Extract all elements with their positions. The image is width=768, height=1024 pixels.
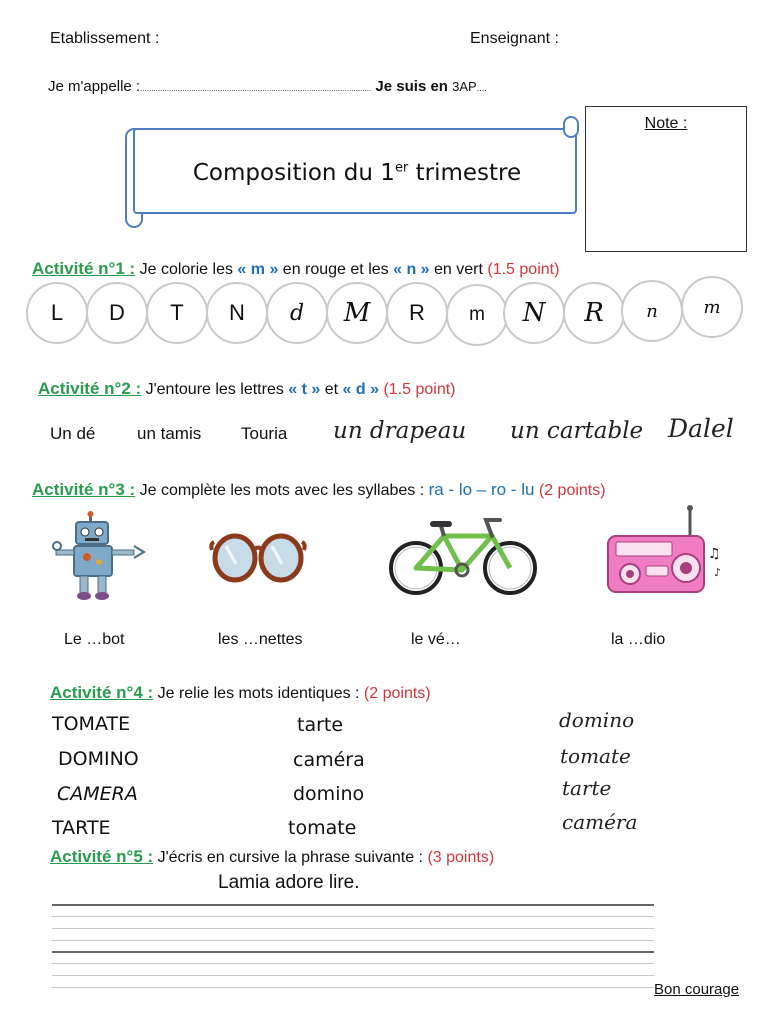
bon-courage: Bon courage — [654, 981, 740, 998]
match-word[interactable]: domino — [293, 783, 365, 805]
activite3-heading: Activité n°3 : Je complète les mots avec les syllabes : ra - lo – ro - lu (2 points) — [32, 480, 606, 499]
activite2-heading: Activité n°2 : J'entoure les lettres « t » et « d » (1.5 point) — [38, 379, 456, 398]
match-word[interactable]: caméra — [293, 749, 365, 771]
activite3-label: Activité n°3 : — [32, 480, 136, 499]
writing-line[interactable] — [52, 951, 654, 953]
word[interactable]: Touria — [241, 424, 288, 443]
letter-circle[interactable]: R — [386, 282, 448, 344]
match-word[interactable]: TARTE — [52, 817, 111, 839]
bicycle-illustration — [386, 512, 542, 596]
page-title: Composition du 1er trimestre — [192, 160, 522, 186]
cursive-word[interactable]: un drapeau — [333, 418, 467, 444]
activite5-label: Activité n°5 : — [50, 847, 154, 866]
syllable-caption: la …dio — [611, 631, 666, 648]
match-word-cursive[interactable]: caméra — [562, 810, 638, 834]
writing-line — [52, 987, 654, 988]
enseignant-label: Enseignant : — [470, 30, 559, 47]
name-line — [48, 78, 487, 95]
suis-label: Je suis en — [375, 78, 448, 95]
letter-circle[interactable]: M — [326, 282, 388, 344]
sentence-to-copy: Lamia adore lire. — [218, 872, 360, 893]
writing-line — [52, 928, 654, 929]
svg-text:♪: ♪ — [714, 566, 722, 579]
class-dots: .... — [476, 83, 487, 93]
letter-circle[interactable]: T — [146, 282, 208, 344]
letter-circle[interactable]: D — [86, 282, 148, 344]
match-word[interactable]: tomate — [288, 817, 357, 839]
match-word[interactable]: CAMERA — [57, 783, 138, 805]
title-banner — [133, 128, 577, 214]
writing-line — [52, 916, 654, 917]
letter-circle[interactable]: d — [266, 282, 328, 344]
glasses-illustration — [208, 530, 308, 586]
letter-circle[interactable]: n — [621, 280, 683, 342]
match-word[interactable]: TOMATE — [52, 713, 131, 735]
syllable-caption: le vé… — [411, 631, 461, 648]
match-word[interactable]: DOMINO — [58, 748, 139, 770]
activite4-label: Activité n°4 : — [50, 683, 154, 702]
note-label: Note : — [644, 115, 688, 132]
radio-illustration — [604, 504, 724, 596]
writing-line — [52, 975, 654, 976]
syllable-caption: les …nettes — [218, 631, 303, 648]
activite4-heading: Activité n°4 : Je relie les mots identiques : (2 points) — [50, 683, 431, 702]
letter-circle[interactable]: N — [503, 282, 565, 344]
match-word-cursive[interactable]: tarte — [562, 776, 612, 800]
activite1-heading: Activité n°1 : Je colorie les « m » en rouge et les « n » en vert (1.5 point) — [32, 259, 560, 278]
letter-circle[interactable]: m — [681, 276, 743, 338]
letter-circle[interactable]: N — [206, 282, 268, 344]
letter-circle[interactable]: R — [563, 282, 625, 344]
syllable-caption: Le …bot — [64, 631, 125, 648]
robot-illustration — [52, 510, 154, 602]
writing-line — [52, 940, 654, 941]
writing-line — [52, 963, 654, 964]
activite1-label: Activité n°1 : — [32, 259, 136, 278]
activite5-heading: Activité n°5 : J'écris en cursive la phrase suivante : (3 points) — [50, 847, 495, 866]
svg-text:♫: ♫ — [708, 546, 721, 562]
cursive-word[interactable]: un cartable — [510, 418, 644, 444]
letter-circle[interactable]: L — [26, 282, 88, 344]
activite2-label: Activité n°2 : — [38, 379, 142, 398]
letter-circle[interactable]: m — [446, 284, 508, 346]
match-word-cursive[interactable]: domino — [559, 708, 635, 732]
note-box[interactable] — [585, 106, 747, 252]
word[interactable]: un tamis — [137, 424, 202, 443]
word[interactable]: Un dé — [50, 424, 96, 443]
match-word[interactable]: tarte — [297, 714, 344, 736]
class-value: 3AP — [452, 79, 477, 94]
cursive-word[interactable]: Dalel — [668, 414, 734, 443]
etablissement-label: Etablissement : — [50, 30, 160, 47]
appelle-label: Je m'appelle : — [48, 78, 141, 95]
writing-line[interactable] — [52, 904, 654, 906]
name-dots: ........................................................................................................ — [140, 84, 372, 93]
banner-roll-right — [563, 116, 579, 138]
match-word-cursive[interactable]: tomate — [560, 744, 631, 768]
